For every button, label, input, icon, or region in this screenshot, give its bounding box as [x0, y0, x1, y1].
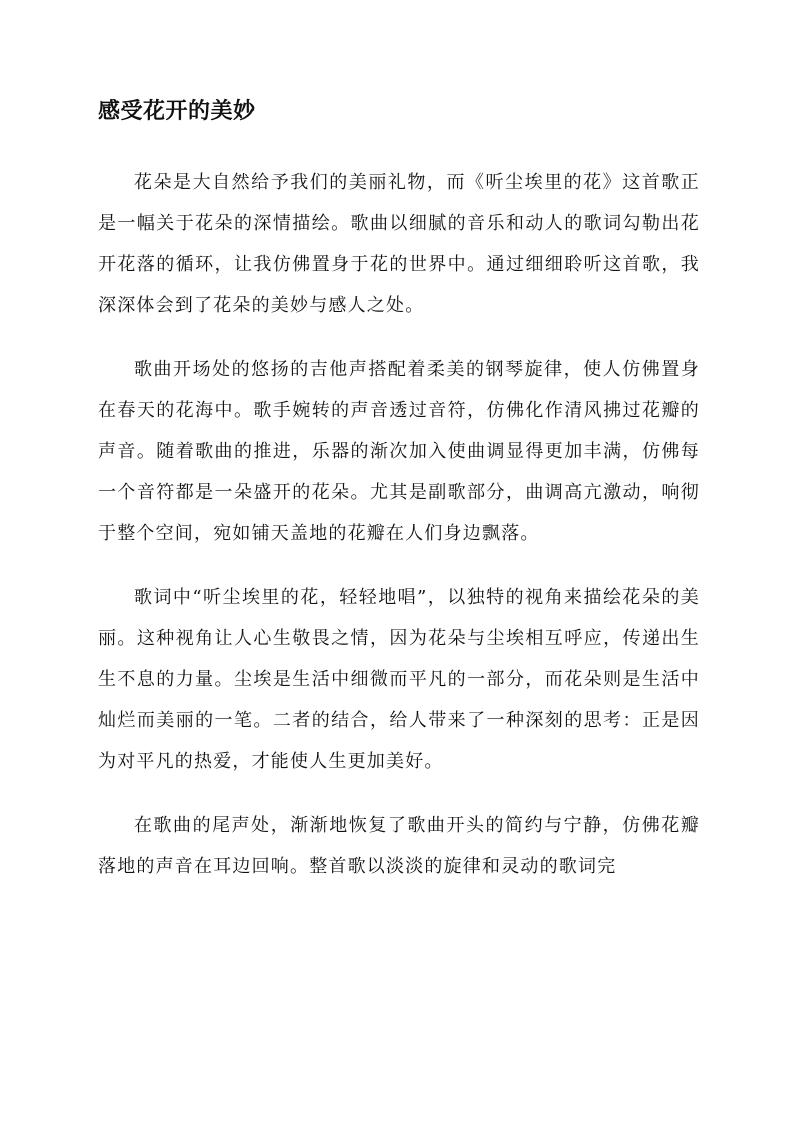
paragraph-4: 在歌曲的尾声处，渐渐地恢复了歌曲开头的简约与宁静，仿佛花瓣落地的声音在耳边回响。整首歌以淡淡的旋律和灵动的歌词完: [98, 815, 700, 877]
paragraph-1: 花朵是大自然给予我们的美丽礼物，而《听尘埃里的花》这首歌正是一幅关于花朵的深情描绘。歌曲以细腻的音乐和动人的歌词勾勒出花开花落的循环，让我仿佛置身于花的世界中。通过细细聆听这首歌，我深深体会到了花朵的美妙与感人之处。: [98, 172, 700, 316]
document-title: 感受花开的美妙: [98, 98, 256, 124]
paragraph-2: 歌曲开场处的悠扬的吉他声搭配着柔美的钢琴旋律，使人仿佛置身在春天的花海中。歌手婉转的声音透过音符，仿佛化作清风拂过花瓣的声音。随着歌曲的推进，乐器的渐次加入使曲调显得更加丰满，仿佛每一个音符都是一朵盛开的花朵。尤其是副歌部分，曲调高亢激动，响彻于整个空间，宛如铺天盖地的花瓣在人们身边飘落。: [98, 359, 700, 544]
paragraph-3: 歌词中“听尘埃里的花，轻轻地唱”，以独特的视角来描绘花朵的美丽。这种视角让人心生敬畏之情，因为花朵与尘埃相互呼应，传递出生生不息的力量。尘埃是生活中细微而平凡的一部分，而花朵则是生活中灿烂而美丽的一笔。二者的结合，给人带来了一种深刻的思考：正是因为对平凡的热爱，才能使人生更加美好。: [98, 587, 700, 772]
